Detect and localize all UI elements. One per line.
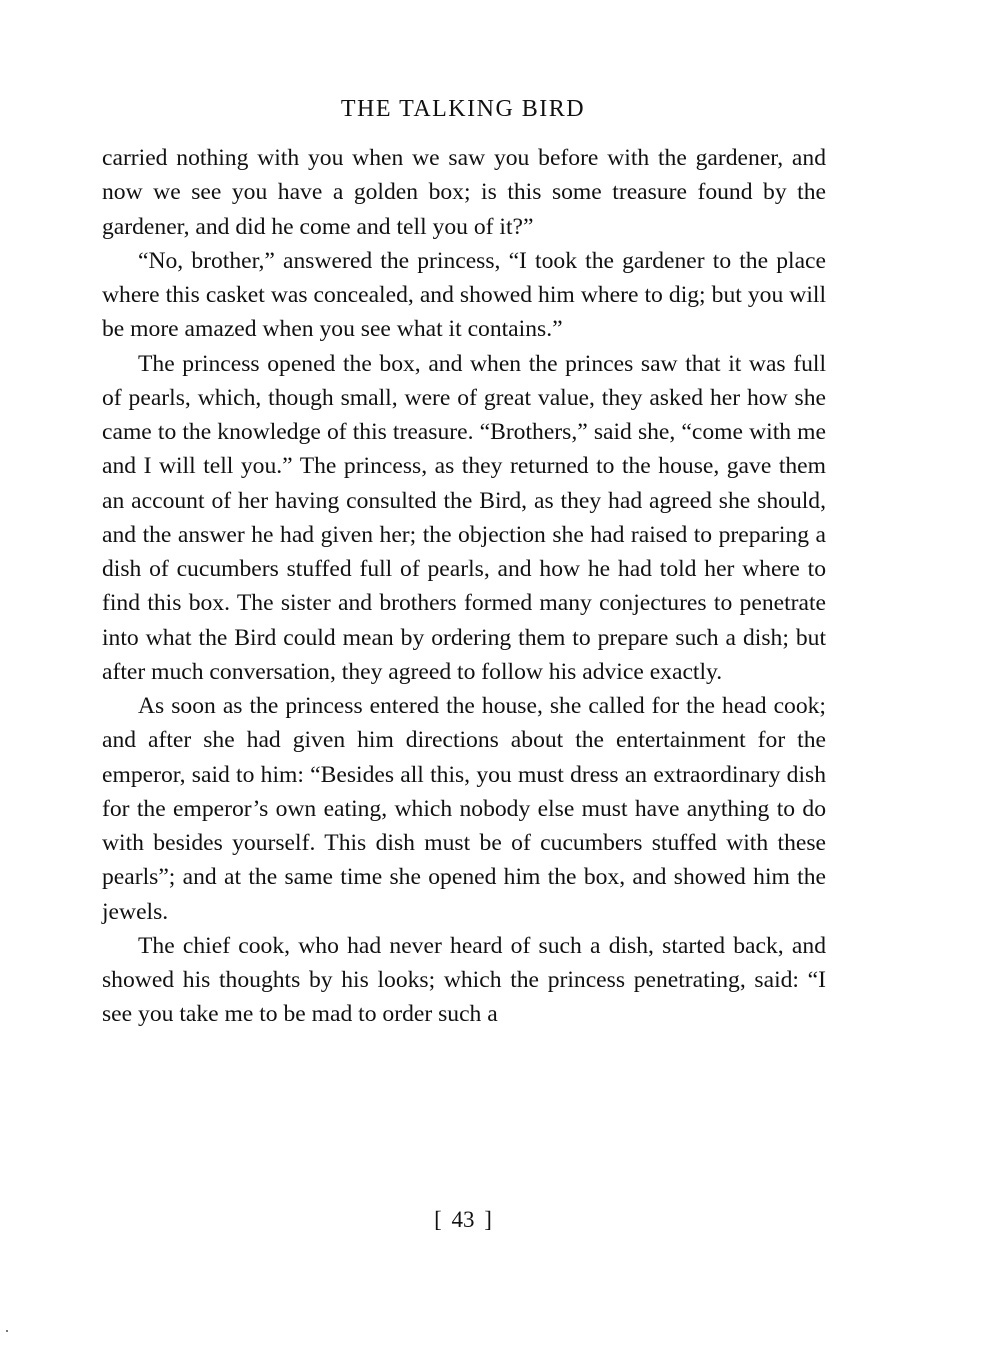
paragraph-head-cook: As soon as the princess entered the house, she called for the head cook; and after she had given him directions about the entertainment for the emperor, said to him: “Besides all this, you must dress an extraordinary dish for the emperor’s own eating, which nobody else must have anything to do with besides yourself. This dish must be of cucumbers stuffed with these pearls”; and at the same time she opened him the box, and showed him the jewels. [102,693,826,925]
paragraph-chief-cook: The chief cook, who had never heard of such a dish, started back, and showed his thoughts by his looks; which the princess penetrating, said: “I see you take me to be mad to order such a [102,932,826,1028]
scan-speck [6,1330,8,1332]
body-text [102,141,826,1032]
paragraph-brother-reply: “No, brother,” answered the princess, “I took the gardener to the place where this casket was concealed, and showed him where to dig; but you will be more amazed when you see what it contains.” [102,247,826,343]
running-title: THE TALKING BIRD [340,96,586,122]
paragraph-box-opened: The princess opened the box, and when the princes saw that it was full of pearls, which, though small, were of great value, they asked her how she came to the knowledge of this treasure. “Brothers,” said she, “come with me and I will tell you.” The princess, as they returned to the house, gave them an account of her having consulted the Bird, as they had agreed she should, and the answer he had given her; the objection she had raised to preparing a dish of cucumbers stuffed full of pearls, and how he had told her where to find this box. The sister and brothers formed many conjectures to penetrate into what the Bird could mean by ordering them to prepare such a dish; but after much conversation, they agreed to follow his advice exactly. [102,350,826,685]
page-number: [ 43 ] [434,1207,492,1232]
paragraph-continued: carried nothing with you when we saw you before with the gardener, and now we see you have a golden box; is this some treasure found by the gardener, and did he come and tell you of it?” [102,145,826,240]
